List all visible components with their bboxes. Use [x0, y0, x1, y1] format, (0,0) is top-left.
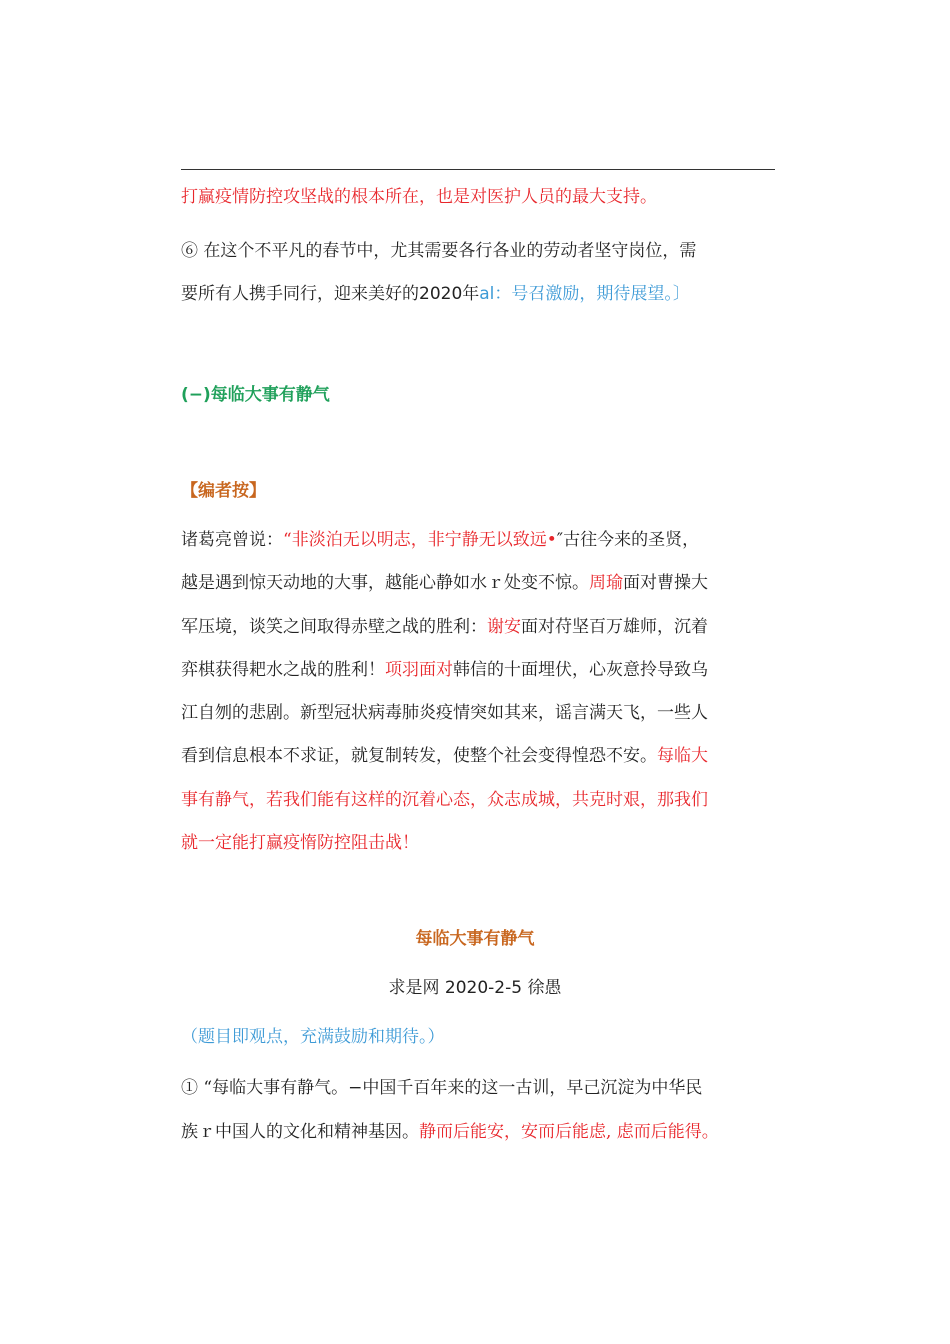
text-line: 事有静气，若我们能有这样的沉着心态，众志成城，共克时艰，那我们: [181, 790, 708, 810]
text-span: 韩信的十面埋伏，心灰意拎导致乌: [453, 660, 708, 680]
text-line: [181, 615, 781, 639]
text-line: [181, 1120, 781, 1144]
highlight-name: 谢安: [487, 617, 521, 637]
text-line: 打赢疫情防控攻坚战的根本所在，也是对医护人员的最大支持。: [181, 187, 657, 207]
text-span: 弈棋获得耙水之战的胜利！: [181, 660, 385, 680]
highlight-text: 每临大: [657, 746, 708, 766]
text-line: [181, 658, 781, 682]
text-line: 江自刎的悲剧。新型冠状病毒肺炎疫情突如其来，谣言满天飞，一些人: [181, 703, 708, 723]
editor-note-heading: 【编者按】: [181, 481, 266, 501]
quote-text: “非淡泊无以明志，非宁静无以致远•: [283, 530, 557, 550]
text-line: [181, 571, 781, 595]
text-span: 面对苻坚百万雄师，沉着: [521, 617, 708, 637]
text-span: 看到信息根本不求证，就复制转发，使整个社会变得惶恐不安。: [181, 746, 657, 766]
highlight-name: 周瑜: [589, 573, 623, 593]
text-span: 军压境，谈笑之间取得赤壁之战的胜利：: [181, 617, 487, 637]
text-line: ⑥ 在这个不平凡的春节中，尤其需要各行各业的劳动者坚守岗位，需: [181, 241, 697, 261]
text-span: 年: [462, 284, 480, 304]
article-title: 每临大事有静气: [415, 929, 535, 949]
header-rule: [181, 169, 775, 170]
highlight-text: 静而后能安，安而后能虑, 虑而后能得。: [419, 1122, 719, 1142]
text-line: [181, 282, 781, 306]
text-span: 面对曹操大: [623, 573, 708, 593]
text-line: 就一定能打赢疫惰防控阻击战！: [181, 833, 419, 853]
text-span: 族ｒ中国人的文化和精神基因。: [181, 1122, 419, 1142]
highlight-name: 项羽面对: [385, 660, 453, 680]
article-byline: 求是网 2020-2-5 徐愚: [388, 978, 562, 998]
year-number: 2020: [419, 284, 463, 304]
text-line: [181, 744, 781, 768]
annotation-marker: al: [479, 284, 495, 304]
text-span: 诸葛亮曾说：: [181, 530, 283, 550]
text-span: 越是遇到惊天动地的大事，越能心静如水ｒ处变不惊。: [181, 573, 589, 593]
annotation-text: ：号召激励，期待展望。〕: [494, 284, 690, 304]
text-line: [181, 528, 781, 552]
annotation-note: （题目即观点，充满鼓励和期待。）: [181, 1027, 445, 1047]
text-line: ① “每临大事有静气。−中国千百年来的这一古训，早己沉淀为中华民: [181, 1078, 703, 1098]
text-span: 要所有人携手同行，迎来美好的: [181, 284, 419, 304]
section-heading: (−)每临大事有静气: [181, 385, 330, 405]
text-span: ″古往今来的圣贤，: [556, 530, 700, 550]
